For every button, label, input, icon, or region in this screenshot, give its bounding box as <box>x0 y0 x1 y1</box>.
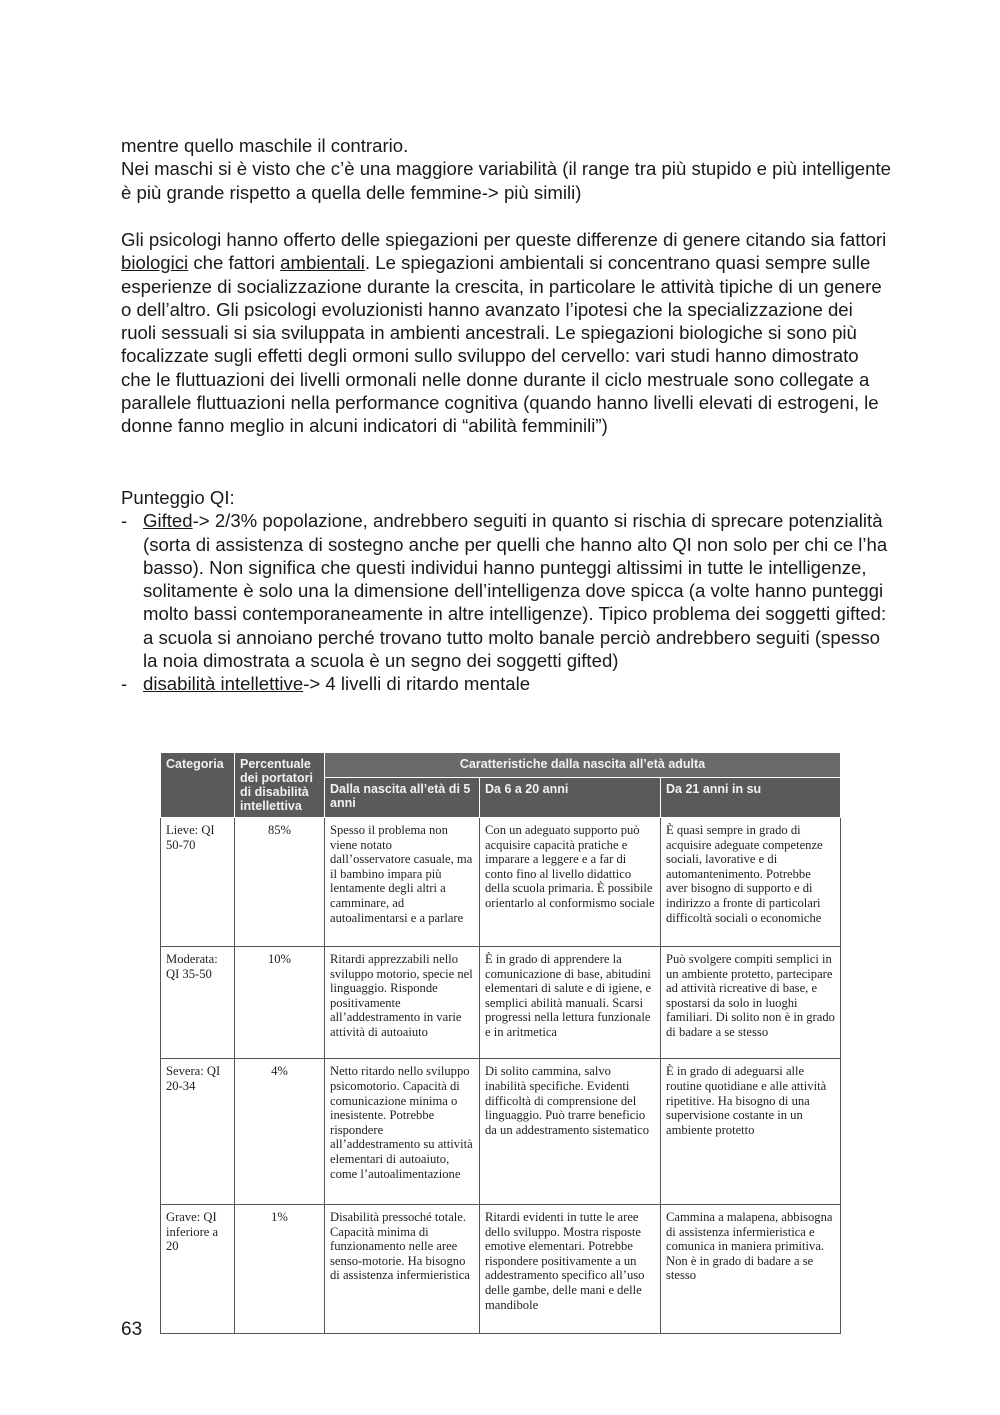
cell-6-20: È in grado di apprendere la comunicazione di base, abitudini elementari di salute e di igiene, e semplici abilità manuali. Scarsi progressi nella lettura funzionale e in aritmetica <box>480 947 661 1059</box>
term-biologici: biologici <box>121 252 189 274</box>
header-6-20: Da 6 a 20 anni <box>480 777 661 817</box>
explanation-paragraph <box>121 228 891 438</box>
cell-categoria: Lieve: QI 50-70 <box>161 818 235 947</box>
table-header-row-1 <box>161 753 841 778</box>
cell-21-su: Può svolgere compiti semplici in un ambiente protetto, partecipare ad attività ricreative di base, e spostarsi da solo in luoghi familiari. Di solito non è in grado di badare a se stesso <box>661 947 841 1059</box>
qi-section <box>121 486 891 696</box>
disabilita-text: -> 4 livelli di ritardo mentale <box>303 673 531 695</box>
cell-6-20: Con un adeguato supporto può acquisire capacità pratiche e imparare a leggere e a far di conto fino al livello didattico della scuola primaria. È possibile orientarlo al conformismo sociale <box>480 818 661 947</box>
cell-percentuale: 4% <box>235 1059 325 1205</box>
cell-nascita-5: Ritardi apprezzabili nello sviluppo motorio, specie nel linguaggio. Risponde positivamente all’addestramento in varie attività di autoaiuto <box>325 947 480 1059</box>
cell-nascita-5: Spesso il problema non viene notato dall’osservatore casuale, ma il bambino impara più lentamente degli altri a camminare, ad autoalimentarsi e a parlare <box>325 818 480 947</box>
intro-line-1: mentre quello maschile il contrario. <box>121 135 409 156</box>
table-row <box>161 1204 841 1333</box>
cell-6-20: Di solito cammina, salvo inabilità specifiche. Evidenti difficoltà di comprensione del linguaggio. Può trarre beneficio da un addestramento sistematico <box>480 1059 661 1205</box>
cell-6-20: Ritardi evidenti in tutte le aree dello sviluppo. Mostra risposte emotive elementari. Potrebbe rispondere positivamente a un addestramento specifico all’uso delle gambe, delle mani e delle mandibole <box>480 1204 661 1333</box>
qi-heading: Punteggio QI: <box>121 487 235 508</box>
term-gifted: Gifted <box>143 510 193 532</box>
list-item-disabilita <box>121 672 891 695</box>
cell-21-su: È quasi sempre in grado di acquisire adeguate competenze sociali, lavorative e di automantenimento. Potrebbe aver bisogno di supporto e di indirizzo a fronte di particolari difficoltà sociali o economiche <box>661 818 841 947</box>
header-21-su: Da 21 anni in su <box>661 777 841 817</box>
bullet-dash: - <box>121 510 128 532</box>
table-row <box>161 818 841 947</box>
list-item-gifted <box>121 509 891 672</box>
explanation-part-1: Gli psicologi hanno offerto delle spiegazioni per queste differenze di genere citando sia fattori <box>121 229 887 250</box>
gifted-text: -> 2/3% popolazione, andrebbero seguiti in quanto si rischia di sprecare potenzialità (sorta di assistenza di sostegno anche per quelli che hanno alto QI non solo per chi ce l’ha basso). Non significa che questi individui hanno punteggi altissimi in tutte le intelligenze, solitamente è solo una la dimensione dell’intelligenza dove spicca (a volte hanno punteggi molto bassi contemporaneamente in altre intelligenze). Tipico problema dei soggetti gifted: a scuola si annoiano perché trovano tutto molto banale perciò andrebbero seguiti (spesso la noia dimostrata a scuola è un segno dei soggetti gifted) <box>143 510 888 672</box>
disability-table-container <box>160 752 840 1329</box>
explanation-part-2: che fattori <box>188 252 281 274</box>
cell-categoria: Grave: QI inferiore a 20 <box>161 1204 235 1333</box>
intro-paragraph <box>121 134 891 204</box>
term-disabilita: disabilità intellettive <box>143 673 304 695</box>
intro-line-2: Nei maschi si è visto che c’è una maggiore variabilità (il range tra più stupido e più intelligente è più grande rispetto a quella delle femmine-> più simili) <box>121 158 891 203</box>
table-row <box>161 947 841 1059</box>
disability-table <box>160 752 841 1334</box>
cell-percentuale: 10% <box>235 947 325 1059</box>
header-nascita-5: Dalla nascita all’età di 5 anni <box>325 777 480 817</box>
header-categoria: Categoria <box>161 753 235 818</box>
page-number: 63 <box>121 1319 143 1340</box>
bullet-dash: - <box>121 673 128 695</box>
qi-list <box>121 509 891 695</box>
cell-categoria: Severa: QI 20-34 <box>161 1059 235 1205</box>
explanation-part-3: . Le spiegazioni ambientali si concentrano quasi sempre sulle esperienze di socializzazione durante la crescita, in particolare le attività tipiche di un genere o dell’altro. Gli psicologi evoluzionisti hanno avanzato l’ipotesi che la specializzazione dei ruoli sessuali si sia sviluppata in ambienti ancestrali. Le spiegazioni biologiche si sono più focalizzate sugli effetti degli ormoni sullo sviluppo del cervello: vari studi hanno dimostrato che le fluttuazioni dei livelli ormonali nelle donne durante il ciclo mestruale sono collegate a parallele fluttuazioni nella performance cognitiva (quando hanno livelli elevati di estrogeni, le donne fanno meglio in alcuni indicatori di “abilità femminili”) <box>121 252 882 437</box>
cell-categoria: Moderata: QI 35-50 <box>161 947 235 1059</box>
cell-nascita-5: Disabilità pressoché totale. Capacità minima di funzionamento nelle aree senso-motorie. Ha bisogno di assistenza infermieristica <box>325 1204 480 1333</box>
table-row <box>161 1059 841 1205</box>
cell-21-su: Cammina a malapena, abbisogna di assistenza infermieristica e comunica in maniera primitiva. Non è in grado di badare a se stesso <box>661 1204 841 1333</box>
cell-21-su: È in grado di adeguarsi alle routine quotidiane e alle attività ripetitive. Ha bisogno di una supervisione costante in un ambiente protetto <box>661 1059 841 1205</box>
cell-percentuale: 1% <box>235 1204 325 1333</box>
header-caratteristiche: Caratteristiche dalla nascita all’età adulta <box>325 753 841 778</box>
term-ambientali: ambientali <box>280 252 365 274</box>
explanation-text <box>121 228 891 438</box>
cell-nascita-5: Netto ritardo nello sviluppo psicomotorio. Capacità di comunicazione minima o inesistente. Potrebbe rispondere all’addestramento su attività elementari di autoaiuto, come l’autoalimentazione <box>325 1059 480 1205</box>
cell-percentuale: 85% <box>235 818 325 947</box>
header-percentuale: Percentuale dei portatori di disabilità intellettiva <box>235 753 325 818</box>
